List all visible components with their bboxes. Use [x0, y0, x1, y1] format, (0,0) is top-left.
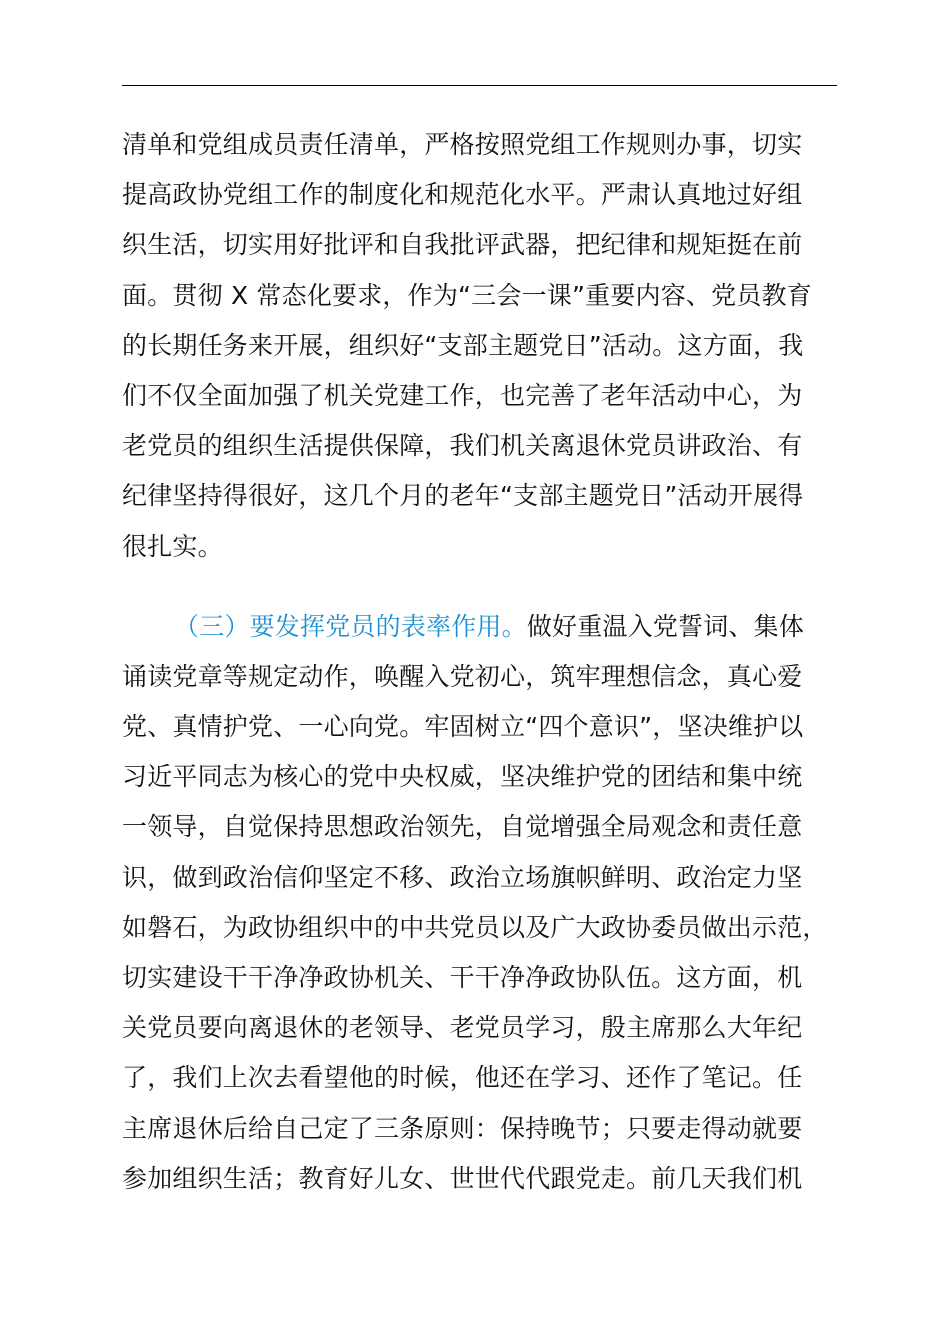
text-line: 一领导，自觉保持思想政治领先，自觉增强全局观念和责任意: [122, 812, 803, 842]
text-line: 老党员的组织生活提供保障，我们机关离退休党员讲政治、有: [122, 431, 803, 461]
text-line: 主席退休后给自己定了三条原则：保持晚节；只要走得动就要: [122, 1113, 803, 1143]
header-rule: [122, 85, 837, 86]
text-line: 纪律坚持得很好，这几个月的老年“支部主题党日”活动开展得: [122, 481, 804, 511]
paragraph-2: [122, 602, 842, 1204]
section-heading: （三）要发挥党员的表率作用。: [174, 611, 527, 641]
text-line: 识，做到政治信仰坚定不移、政治立场旗帜鲜明、政治定力坚: [122, 862, 803, 892]
text-line: 很扎实。: [122, 531, 223, 561]
text-line: [122, 602, 842, 652]
text-line: 提高政协党组工作的制度化和规范化水平。严肃认真地过好组: [122, 180, 803, 210]
text-line: 切实建设干干净净政协机关、干干净净政协队伍。这方面，机: [122, 963, 803, 992]
text-line: 党、真情护党、一心向党。牢固树立“四个意识”，坚决维护以: [122, 712, 804, 742]
heading-line-rest: 做好重温入党誓词、集体: [526, 611, 805, 641]
document-body: [122, 120, 842, 1204]
text-line: 们不仅全面加强了机关党建工作，也完善了老年活动中心，为: [122, 380, 803, 410]
text-line: 织生活，切实用好批评和自我批评武器，把纪律和规矩挺在前: [122, 230, 803, 260]
text-line: 了，我们上次去看望他的时候，他还在学习、还作了笔记。任: [122, 1063, 803, 1093]
paragraph-1: [122, 120, 842, 572]
text-line: 诵读党章等规定动作，唤醒入党初心，筑牢理想信念，真心爱: [122, 661, 803, 691]
text-line: 关党员要向离退休的老领导、老党员学习，殷主席那么大年纪: [122, 1013, 803, 1043]
text-line: 面。贯彻 X 常态化要求，作为“三会一课”重要内容、党员教育: [122, 280, 812, 310]
text-line: 的长期任务来开展，组织好“支部主题党日”活动。这方面，我: [122, 330, 804, 360]
paragraph-gap: [122, 572, 842, 602]
text-line: 习近平同志为核心的党中央权威，坚决维护党的团结和集中统: [122, 762, 803, 792]
text-line: 参加组织生活；教育好儿女、世世代代跟党走。前几天我们机: [122, 1163, 803, 1193]
text-line: 清单和党组成员责任清单，严格按照党组工作规则办事，切实: [122, 130, 803, 159]
text-line: 如磐石，为政协组织中的中共党员以及广大政协委员做出示范，: [122, 912, 828, 942]
